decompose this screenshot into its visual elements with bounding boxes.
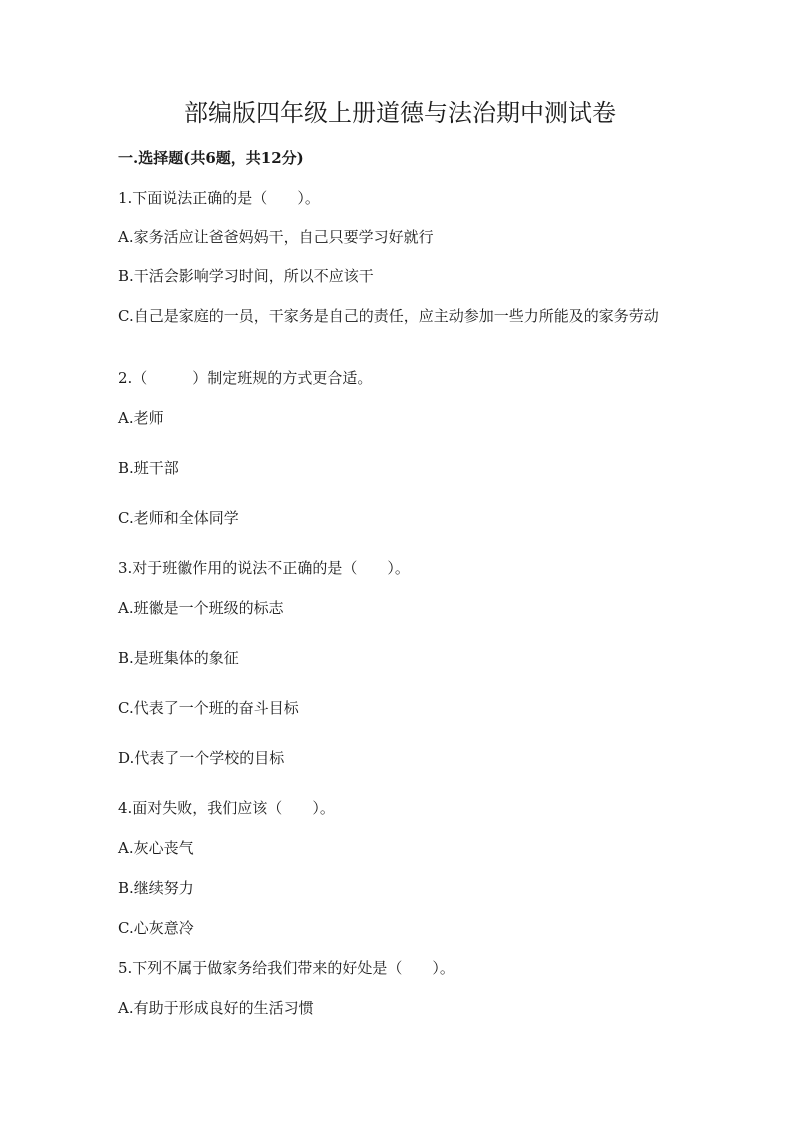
question-4-option-c: C.心灰意冷: [118, 919, 194, 937]
question-2-stem: 2.（ ）制定班规的方式更合适。: [118, 369, 373, 387]
question-3-option-c: C.代表了一个班的奋斗目标: [118, 699, 299, 717]
question-1-option-a: A.家务活应让爸爸妈妈干，自己只要学习好就行: [118, 228, 434, 246]
question-2-option-a: A.老师: [118, 409, 164, 427]
page-title: 部编版四年级上册道德与法治期中测试卷: [184, 99, 616, 127]
question-5-stem: 5.下列不属于做家务给我们带来的好处是（ ）。: [118, 959, 455, 977]
question-2-option-b: B.班干部: [118, 459, 179, 477]
question-5-option-a: A.有助于形成良好的生活习惯: [118, 999, 314, 1017]
question-1-option-b: B.干活会影响学习时间，所以不应该干: [118, 267, 374, 285]
section-heading: 一.选择题(共6题，共12分): [118, 149, 304, 167]
question-3-stem: 3.对于班徽作用的说法不正确的是（ ）。: [118, 559, 410, 577]
question-1-option-c: C.自己是家庭的一员，干家务是自己的责任，应主动参加一些力所能及的家务劳动: [118, 307, 659, 325]
question-4-option-b: B.继续努力: [118, 879, 194, 897]
question-1-stem: 1.下面说法正确的是（ ）。: [118, 189, 320, 207]
question-2-option-c: C.老师和全体同学: [118, 509, 239, 527]
question-3-option-d: D.代表了一个学校的目标: [118, 749, 285, 767]
question-3-option-a: A.班徽是一个班级的标志: [118, 599, 284, 617]
question-3-option-b: B.是班集体的象征: [118, 649, 239, 667]
question-4-stem: 4.面对失败，我们应该（ ）。: [118, 799, 335, 817]
question-4-option-a: A.灰心丧气: [118, 839, 194, 857]
